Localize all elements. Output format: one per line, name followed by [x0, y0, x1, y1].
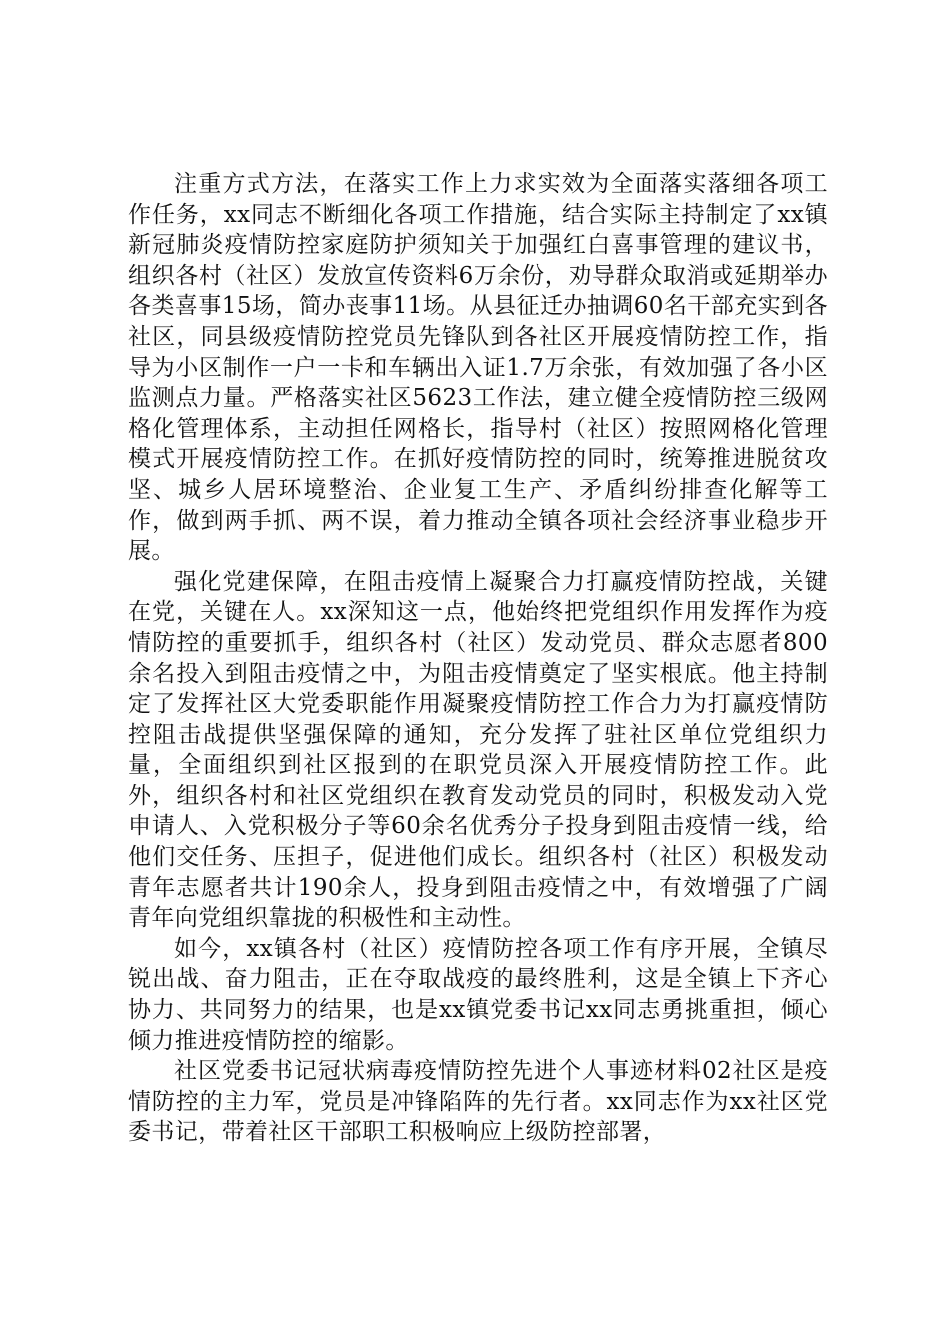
- paragraph-3: 如今，xx镇各村（社区）疫情防控各项工作有序开展，全镇尽锐出战、奋力阻击，正在夺取战疫的最终胜利，这是全镇上下齐心协力、共同努力的结果，也是xx镇党委书记xx同志勇挑重担，倾心倾力推进疫情防控的缩影。: [128, 935, 828, 1054]
- paragraph-4: 社区党委书记冠状病毒疫情防控先进个人事迹材料02社区是疫情防控的主力军，党员是冲锋陷阵的先行者。xx同志作为xx社区党委书记，带着社区干部职工积极响应上级防控部署，: [128, 1058, 828, 1146]
- paragraph-1: 注重方式方法，在落实工作上力求实效为全面落实落细各项工作任务，xx同志不断细化各项工作措施，结合实际主持制定了xx镇新冠肺炎疫情防控家庭防护须知关于加强红白喜事管理的建议书，组织各村（社区）发放宣传资料6万余份，劝导群众取消或延期举办各类喜事15场，简办丧事11场。从县征迁办抽调60名干部充实到各社区，同县级疫情防控党员先锋队到各社区开展疫情防控工作，指导为小区制作一户一卡和车辆出入证1.7万余张，有效加强了各小区监测点力量。严格落实社区5623工作法，建立健全疫情防控三级网格化管理体系，主动担任网格长，指导村（社区）按照网格化管理模式开展疫情防控工作。在抓好疫情防控的同时，统筹推进脱贫攻坚、城乡人居环境整治、企业复工生产、矛盾纠纷排查化解等工作，做到两手抓、两不误，着力推动全镇各项社会经济事业稳步开展。: [128, 171, 828, 565]
- paragraph-2: 强化党建保障，在阻击疫情上凝聚合力打赢疫情防控战，关键在党，关键在人。xx深知这一点，他始终把党组织作用发挥作为疫情防控的重要抓手，组织各村（社区）发动党员、群众志愿者800余名投入到阻击疫情之中，为阻击疫情奠定了坚实根底。他主持制定了发挥社区大党委职能作用凝聚疫情防控工作合力为打赢疫情防控阻击战提供坚强保障的通知，充分发挥了驻社区单位党组织力量，全面组织到社区报到的在职党员深入开展疫情防控工作。此外，组织各村和社区党组织在教育发动党员的同时，积极发动入党申请人、入党积极分子等60余名优秀分子投身到阻击疫情一线，给他们交任务、压担子，促进他们成长。组织各村（社区）积极发动青年志愿者共计190余人，投身到阻击疫情之中，有效增强了广阔青年向党组织靠拢的积极性和主动性。: [128, 568, 828, 932]
- document-body: [128, 169, 828, 1148]
